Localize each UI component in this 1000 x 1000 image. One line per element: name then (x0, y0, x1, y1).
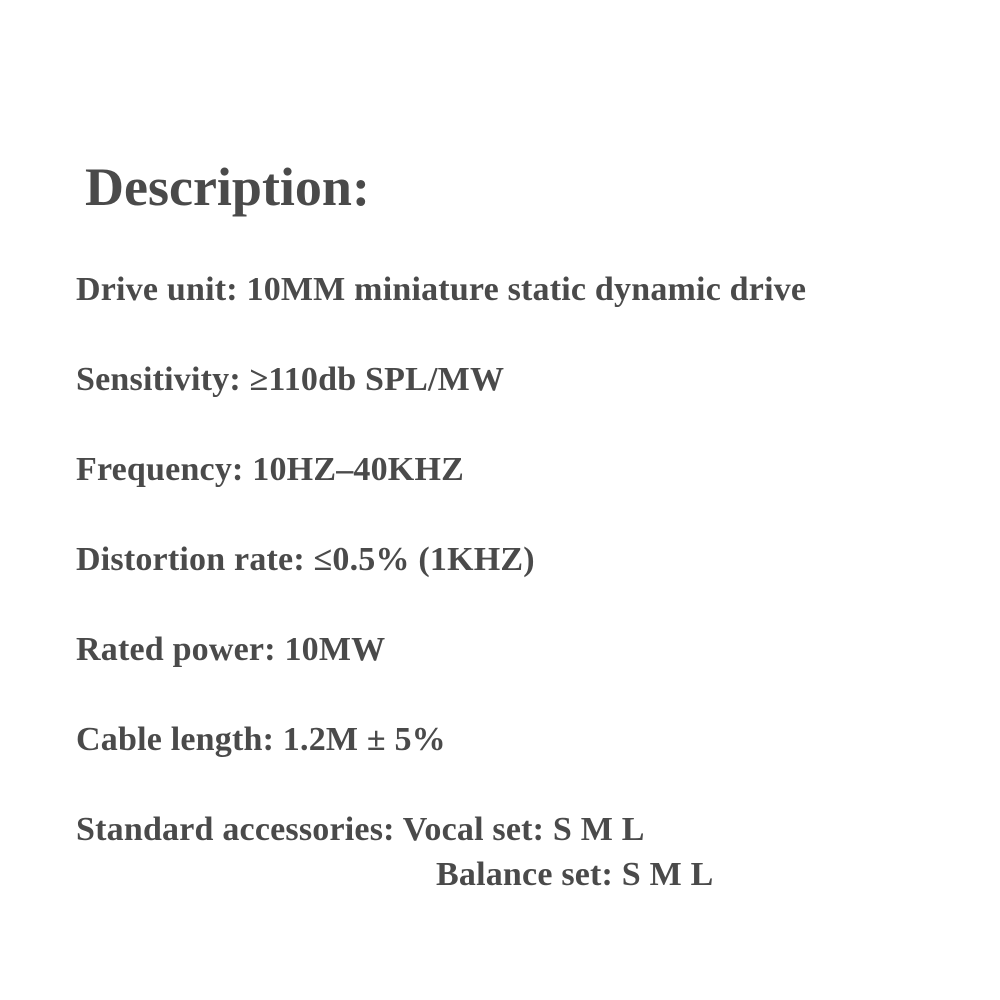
spec-balance-set: Balance set: S M L (436, 856, 714, 893)
spec-distortion-rate: Distortion rate: ≤0.5% (1KHZ) (76, 541, 535, 578)
page-title: Description: (85, 157, 370, 217)
spec-standard-accessories: Standard accessories: Vocal set: S M L (76, 811, 645, 848)
spec-sensitivity: Sensitivity: ≥110db SPL/MW (76, 361, 505, 398)
spec-cable-length: Cable length: 1.2M ± 5% (76, 721, 446, 758)
spec-drive-unit: Drive unit: 10MM miniature static dynamic drive (76, 271, 807, 308)
spec-rated-power: Rated power: 10MW (76, 631, 386, 668)
spec-frequency: Frequency: 10HZ–40KHZ (76, 451, 464, 488)
